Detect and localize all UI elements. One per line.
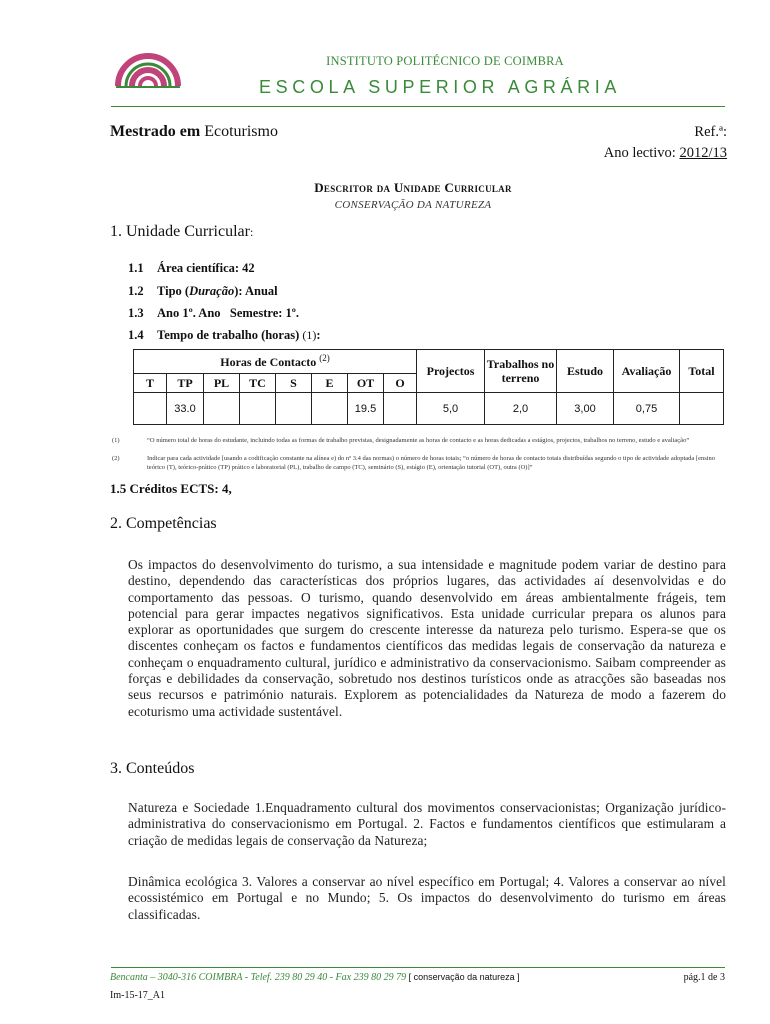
item-text-emphasis: Duração: [189, 284, 235, 298]
section-1-heading-text: 1. Unidade Curricular: [110, 223, 250, 240]
section-1-heading-colon: :: [249, 225, 254, 239]
institute-name: INSTITUTO POLITÉCNICO DE COIMBRA: [326, 54, 564, 68]
school-name: ESCOLA SUPERIOR AGRÁRIA: [259, 77, 621, 97]
footer-address: [110, 972, 520, 983]
item-text: ): Anual: [234, 284, 278, 298]
col-header: Total: [680, 350, 724, 393]
item-number: 1.3: [128, 306, 144, 320]
footer-address-text: Bencanta – 3040-316 COIMBRA - Telef. 239 80 29 40 - Fax 239 80 29 79: [110, 972, 407, 983]
col-header: OT: [348, 374, 384, 393]
form-code: Im-15-17_A1: [110, 990, 165, 1001]
col-header: Trabalhos no terreno: [485, 350, 557, 393]
section-1-heading: [110, 223, 253, 241]
footer-tag: [ conservação da natureza ]: [408, 972, 520, 982]
col-header: PL: [204, 374, 240, 393]
table-cell: [240, 393, 276, 425]
footnote-text: Indicar para cada actividade [usando a codificação constante na alínea e) do nº 3.4 das normas) o número de horas totais; “o número de horas de contacto totais distribuídas segundo o tipo de actividade adoptada [ensino teórico (T), teórico-prático (TP) prático e laboratorial (PL), trabalho de campo (TC), seminário (S), estágio (E), orientação tutorial (OT), outra (O)]”: [147, 455, 716, 471]
table-cell: 5,0: [417, 393, 485, 425]
item-text: Ano 1º. Ano Semestre: 1º.: [157, 306, 300, 320]
item-number: 1.1: [128, 261, 144, 275]
item-text: Tipo (: [157, 284, 190, 298]
footnote-2: [112, 454, 727, 472]
contact-hours-header: [134, 350, 417, 374]
footer-divider: [111, 967, 725, 968]
item-number: 1.4: [128, 328, 144, 342]
footnote-key: (2): [112, 455, 120, 462]
course-name: Ecoturismo: [204, 123, 278, 140]
descriptor-title: Descritor da Unidade Curricular: [314, 180, 512, 195]
table-cell: 2,0: [485, 393, 557, 425]
academic-year: [604, 145, 727, 162]
item-footnote-ref: (1): [302, 328, 317, 342]
course-title: [110, 123, 278, 141]
page-number: pág.1 de 3: [683, 972, 725, 983]
table-cell: [312, 393, 348, 425]
table-cell: [680, 393, 724, 425]
col-header: T: [134, 374, 167, 393]
col-header: E: [312, 374, 348, 393]
item-1-3: [128, 306, 299, 321]
item-colon: :: [316, 328, 321, 342]
contents-paragraph-1: Natureza e Sociedade 1.Enquadramento cultural dos movimentos conservacionistas; Organização jurídico-administrativa do conservacionismo em Portugal. 2. Factos e fundamentos científicos que estimularam a criação de medidas legais de conservação da Natureza;: [128, 800, 726, 848]
col-header: Estudo: [557, 350, 614, 393]
table-cell: 19.5: [348, 393, 384, 425]
reference-label: Ref.ª:: [694, 124, 727, 140]
table-cell: 0,75: [614, 393, 680, 425]
col-header: TP: [167, 374, 204, 393]
section-2-heading: 2. Competências: [110, 515, 217, 532]
footnote-text: “O número total de horas do estudante, incluindo todas as formas de trabalho previstas, designadamente as horas de contacto e as horas dedicadas a estágios, projectos, trabalhos no terreno, estudo e avaliação”: [147, 437, 690, 444]
contact-hours-footnote-ref: (2): [319, 353, 330, 363]
item-number: 1.2: [128, 284, 144, 298]
item-text: Tempo de trabalho (horas): [157, 328, 300, 342]
table-cell: [276, 393, 312, 425]
academic-year-label: Ano lectivo:: [603, 145, 676, 161]
table-cell: 3,00: [557, 393, 614, 425]
footnote-key: (1): [112, 437, 120, 444]
course-prefix: Mestrado em: [110, 123, 201, 140]
table-cell: [384, 393, 417, 425]
col-header: TC: [240, 374, 276, 393]
table-cell: [204, 393, 240, 425]
competences-paragraph: Os impactos do desenvolvimento do turismo, a sua intensidade e magnitude podem variar de destino para destino, dependendo das características dos próprios lugares, das actividades aí desenvolvidas e do comportamento das pessoas. O turismo, quando desenvolvido em áreas ambientalmente frágeis, tem potencial para gerar impactes negativos significativos. Esta unidade curricular prepara os alunos para explorar as oportunidades que surgem do crescente interesse da natureza pelo turismo. Espera-se que os discentes conheçam os factos e fundamentos científicos das medidas legais de conservação da natureza e conheçam o enquadramento cultural, jurídico e administrativo da conservacionismo. Saibam compreender as forças e debilidades da conservação, sobretudo nos destinos turísticos onde as atracções são baseadas nos seus recursos e património naturais. Explorem as potencialidades da Natureza de modo a fazerem do ecoturismo uma actividade sustentável.: [128, 557, 726, 719]
section-3-heading: 3. Conteúdos: [110, 760, 195, 777]
descriptor-subtitle: CONSERVAÇÃO DA NATUREZA: [334, 199, 492, 211]
item-1-2: [128, 284, 278, 299]
col-header: Avaliação: [614, 350, 680, 393]
ects-credits: 1.5 Créditos ECTS: 4,: [110, 481, 232, 496]
col-header: S: [276, 374, 312, 393]
item-1-1: [128, 261, 255, 276]
col-header: Projectos: [417, 350, 485, 393]
contact-hours-header-text: Horas de Contacto: [220, 355, 317, 369]
item-1-4: [128, 328, 321, 343]
footnote-1: [112, 436, 727, 445]
col-header: O: [384, 374, 417, 393]
hours-table: [133, 349, 724, 425]
item-text: Área científica: 42: [157, 261, 255, 275]
table-cell: [134, 393, 167, 425]
header-divider: [111, 106, 725, 107]
table-cell: 33.0: [167, 393, 204, 425]
contents-paragraph-2: Dinâmica ecológica 3. Valores a conservar ao nível específico em Portugal; 4. Valores a conservar ao nível ecossistémico em Portugal e no Mundo; 5. Os impactos do desenvolvimento do turismo em áreas classificadas.: [128, 874, 726, 922]
academic-year-value: 2012/13: [679, 145, 727, 161]
